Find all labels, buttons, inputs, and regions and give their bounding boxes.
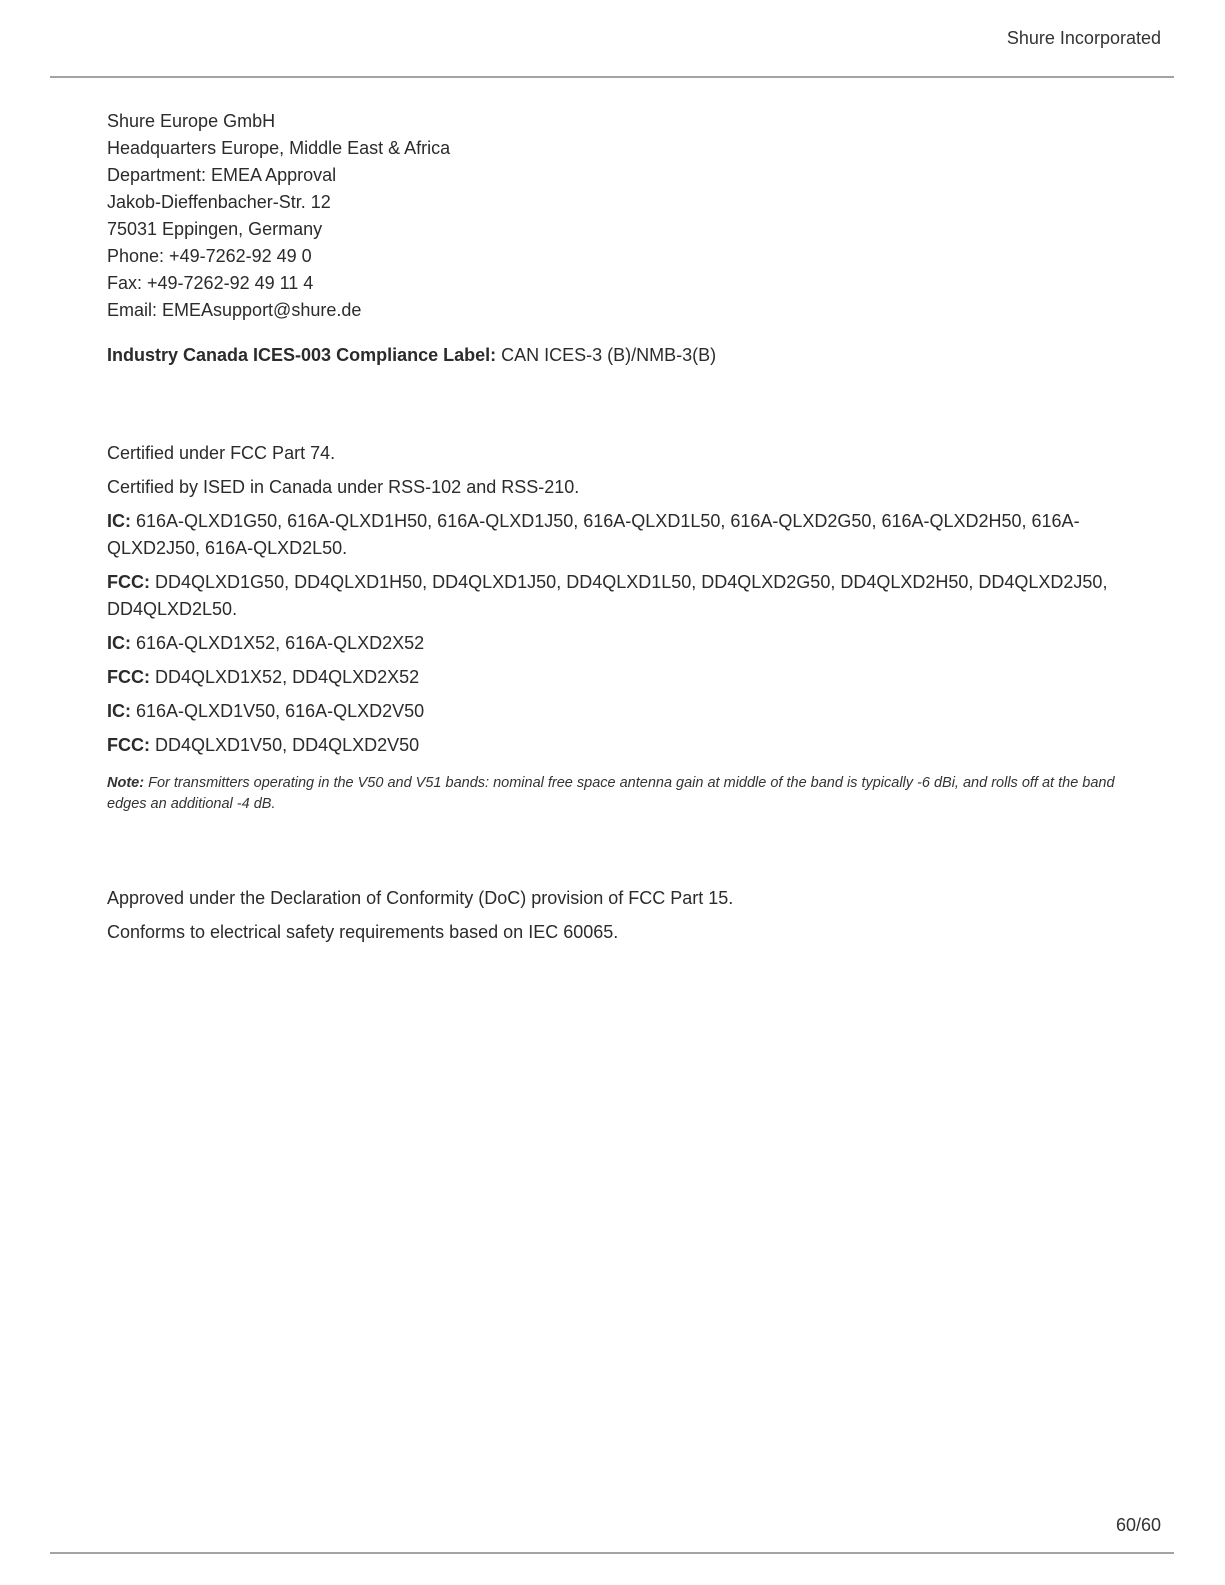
note-label: Note: xyxy=(107,775,145,791)
fcc-id-paragraph xyxy=(107,569,1119,623)
fcc-id-paragraph xyxy=(107,732,1119,759)
fcc-id-list: DD4QLXD1X52, DD4QLXD2X52 xyxy=(155,667,420,687)
fcc-id-list: DD4QLXD1V50, DD4QLXD2V50 xyxy=(155,735,420,755)
ic-id-paragraph xyxy=(107,630,1119,657)
fcc-id-paragraph xyxy=(107,664,1119,691)
address-block xyxy=(107,108,1119,324)
fax-line: Fax: +49-7262-92 49 11 4 xyxy=(107,273,314,293)
page-content xyxy=(107,108,1119,946)
ic-label: IC: xyxy=(107,633,131,653)
ic-label: IC: xyxy=(107,511,131,531)
fcc-part-statement: Certified under FCC Part 74. xyxy=(107,443,336,463)
email-line: Email: EMEAsupport@shure.de xyxy=(107,300,362,320)
compliance-label: Industry Canada ICES-003 Compliance Label: xyxy=(107,345,497,365)
fcc-id-list: DD4QLXD1G50, DD4QLXD1H50, DD4QLXD1J50, DD4QLXD1L50, DD4QLXD2G50, DD4QLXD2H50, DD4QLXD2J50, DD4QLXD2L50. xyxy=(107,572,1108,619)
footer-divider xyxy=(50,1552,1174,1554)
doc-statement: Approved under the Declaration of Conformity (DoC) provision of FCC Part 15. xyxy=(107,888,734,908)
phone-line: Phone: +49-7262-92 49 0 xyxy=(107,246,312,266)
header-divider xyxy=(50,76,1174,78)
compliance-label-paragraph xyxy=(107,342,1119,369)
address-line: 75031 Eppingen, Germany xyxy=(107,219,323,239)
ic-id-paragraph xyxy=(107,508,1119,562)
fcc-label: FCC: xyxy=(107,735,150,755)
address-line: Headquarters Europe, Middle East & Africa xyxy=(107,138,451,158)
fcc-label: FCC: xyxy=(107,667,150,687)
address-line: Shure Europe GmbH xyxy=(107,111,276,131)
ic-id-paragraph xyxy=(107,698,1119,725)
ic-id-list: 616A-QLXD1V50, 616A-QLXD2V50 xyxy=(136,701,425,721)
antenna-note xyxy=(107,773,1119,815)
ic-id-list: 616A-QLXD1G50, 616A-QLXD1H50, 616A-QLXD1J50, 616A-QLXD1L50, 616A-QLXD2G50, 616A-QLXD2H50, 616A-QLXD2J50, 616A-QLXD2L50. xyxy=(107,511,1080,558)
address-line: Department: EMEA Approval xyxy=(107,165,337,185)
safety-statement: Conforms to electrical safety requirements based on IEC 60065. xyxy=(107,922,619,942)
compliance-value: CAN ICES-3 (B)/NMB-3(B) xyxy=(501,345,717,365)
page-number: 60/60 xyxy=(1115,1515,1161,1535)
note-text: For transmitters operating in the V50 and V51 bands: nominal free space antenna gain at middle of the band is typically -6 dBi, and rolls off at the band edges an additional -4 dB. xyxy=(107,775,1115,812)
fcc-label: FCC: xyxy=(107,572,150,592)
address-line: Jakob-Dieffenbacher-Str. 12 xyxy=(107,192,331,212)
ic-label: IC: xyxy=(107,701,131,721)
header-company-name: Shure Incorporated xyxy=(1006,28,1161,48)
ic-id-list: 616A-QLXD1X52, 616A-QLXD2X52 xyxy=(136,633,425,653)
ised-statement: Certified by ISED in Canada under RSS-102 and RSS-210. xyxy=(107,477,580,497)
